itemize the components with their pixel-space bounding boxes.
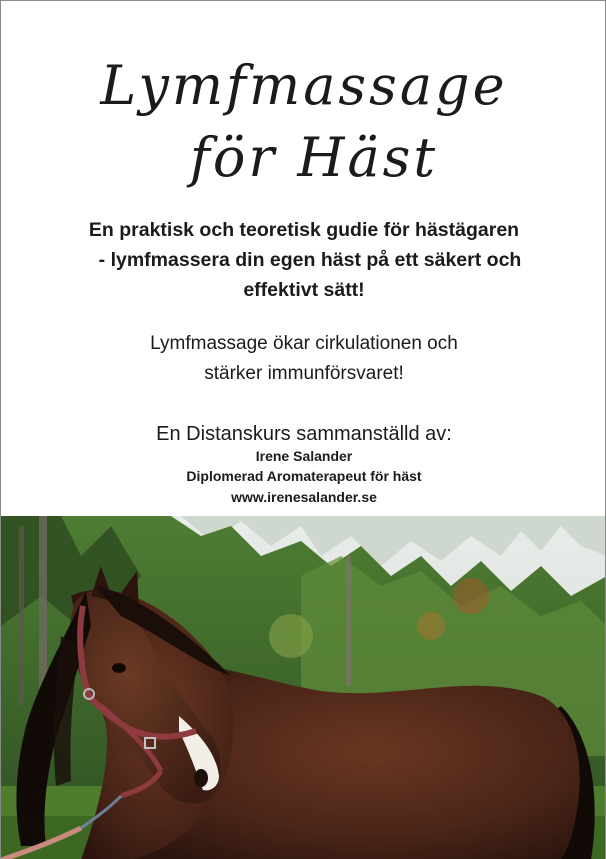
- intro-line-1: En praktisk och teoretisk gudie för hästägaren: [88, 219, 520, 241]
- intro-line-3: effektivt sätt!: [243, 279, 365, 301]
- horse-photo: [1, 516, 606, 859]
- benefit-line-2: stärker immunförsvaret!: [204, 363, 404, 384]
- benefit-line-1: Lymfmassage ökar cirkulationen och: [150, 333, 458, 354]
- title-line-1: Lymfmassage: [100, 54, 508, 117]
- author-title: Diplomerad Aromaterapeut för häst: [186, 468, 422, 484]
- intro-line-2: - lymfmassera din egen häst på ett säkert och: [98, 249, 522, 271]
- website-link[interactable]: www.irenesalander.se: [231, 489, 377, 505]
- author-name: Irene Salander: [255, 448, 353, 464]
- intro-paragraph: [1, 215, 606, 305]
- credit-heading: En Distanskurs sammanställd av:: [156, 423, 452, 445]
- benefit-paragraph: [1, 329, 606, 389]
- title-line-2: för Häst: [189, 126, 439, 189]
